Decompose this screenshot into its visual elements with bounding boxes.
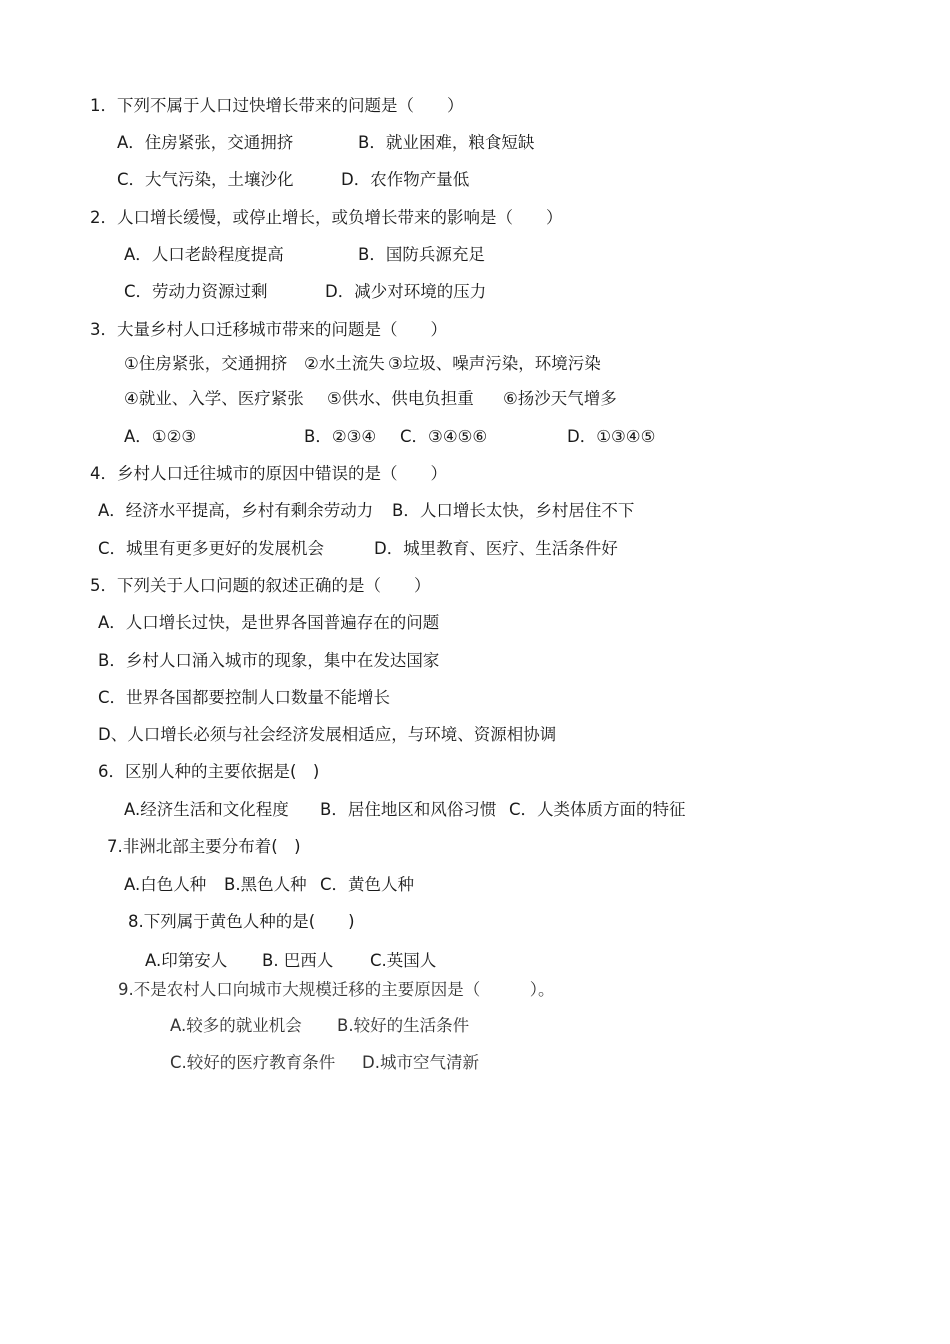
question-9-option-a: A.较多的就业机会 [170,1016,302,1035]
question-5-option-c: C．世界各国都要控制人口数量不能增长 [98,688,391,707]
question-3-item-6: ⑥扬沙天气增多 [503,389,617,408]
question-1-option-a: A．住房紧张，交通拥挤 [117,133,294,152]
question-3-option-d: D．①③④⑤ [567,427,656,446]
question-9-stem: 9.不是农村人口向城市大规模迁移的主要原因是（ ）。 [118,980,555,999]
question-2-stem: 2．人口增长缓慢，或停止增长，或负增长带来的影响是（ ） [90,208,563,227]
question-6-option-b: B．居住地区和风俗习惯 [320,800,497,819]
question-3-option-c: C．③④⑤⑥ [400,427,488,446]
question-5-option-d: D、人口增长必须与社会经济发展相适应，与环境、资源相协调 [98,725,557,744]
question-8-option-a: A.印第安人 [145,951,228,970]
question-5-stem: 5．下列关于人口问题的叙述正确的是（ ） [90,576,431,595]
question-8-option-b: B. 巴西人 [262,951,334,970]
question-5-option-b: B．乡村人口涌入城市的现象，集中在发达国家 [98,651,440,670]
question-9-option-b: B.较好的生活条件 [337,1016,470,1035]
question-3-option-a: A．①②③ [124,427,197,446]
question-4-option-b: B．人口增长太快，乡村居住不下 [392,501,635,520]
question-3-option-b: B．②③④ [304,427,377,446]
question-9-option-c: C.较好的医疗教育条件 [170,1053,336,1072]
question-5-option-a: A．人口增长过快，是世界各国普遍存在的问题 [98,613,440,632]
question-8-stem: 8.下列属于黄色人种的是( ) [128,912,355,931]
question-2-option-c: C．劳动力资源过剩 [124,282,268,301]
question-8-option-c: C.英国人 [370,951,437,970]
question-3-item-4: ④就业、入学、医疗紧张 [124,389,304,408]
question-7-stem: 7.非洲北部主要分布着( ) [107,837,301,856]
question-2-option-a: A．人口老龄程度提高 [124,245,284,264]
question-3-item-2: ②水土流失 [304,354,385,373]
question-3-item-3: ③垃圾、噪声污染，环境污染 [388,354,601,373]
question-3-item-5: ⑤供水、供电负担重 [327,389,474,408]
question-4-stem: 4．乡村人口迁往城市的原因中错误的是（ ） [90,464,447,483]
question-4-option-c: C．城里有更多更好的发展机会 [98,539,325,558]
question-6-stem: 6．区别人种的主要依据是( ) [98,762,320,781]
question-1-option-b: B．就业困难，粮食短缺 [358,133,535,152]
question-1-option-c: C．大气污染，土壤沙化 [117,170,294,189]
question-7-option-b: B.黑色人种 [224,875,307,894]
question-1-stem: 1．下列不属于人口过快增长带来的问题是（ ） [90,96,464,115]
question-7-option-c: C．黄色人种 [320,875,415,894]
question-4-option-a: A．经济水平提高，乡村有剩余劳动力 [98,501,374,520]
question-2-option-d: D．减少对环境的压力 [325,282,487,301]
question-3-stem: 3．大量乡村人口迁移城市带来的问题是（ ） [90,320,447,339]
question-6-option-a: A.经济生活和文化程度 [124,800,289,819]
question-4-option-d: D．城里教育、医疗、生活条件好 [374,539,618,558]
question-9-option-d: D.城市空气清新 [362,1053,479,1072]
question-6-option-c: C．人类体质方面的特征 [509,800,686,819]
question-2-option-b: B．国防兵源充足 [358,245,485,264]
question-7-option-a: A.白色人种 [124,875,207,894]
question-1-option-d: D．农作物产量低 [341,170,470,189]
question-3-item-1: ①住房紧张，交通拥挤 [124,354,288,373]
